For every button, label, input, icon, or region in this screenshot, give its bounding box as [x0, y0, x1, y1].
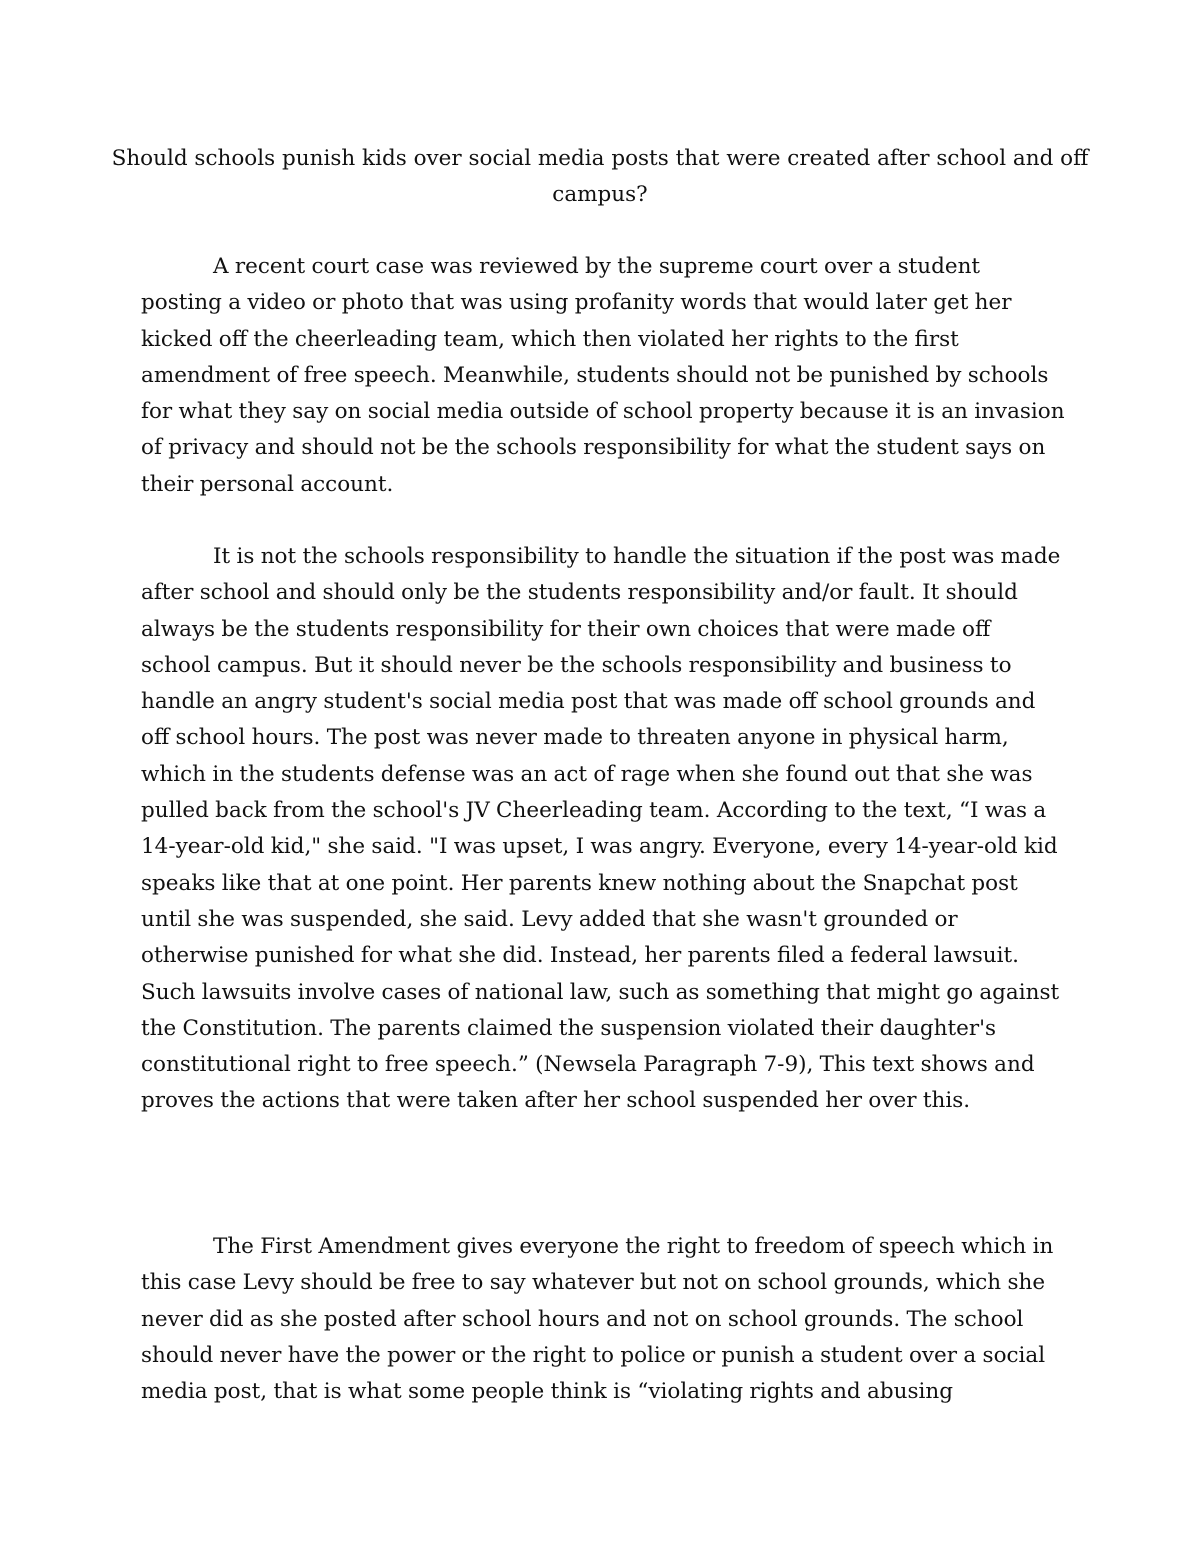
paragraph-1: A recent court case was reviewed by the supreme court over a student posting a video or photo that was using profanity words that would later get her kicked off the cheerleading team, which then violated her rights to the first amendment of free speech. Meanwhile, students should not be punished by schools for what they say on social media outside of school property because it is an invasion of privacy and should not be the schools responsibility for what the student says on their personal account. — [141, 254, 1065, 497]
paragraph-3: The First Amendment gives everyone the right to freedom of speech which in this case Levy should be free to say whatever but not on school grounds, which she never did as she posted after school hours and not on school grounds. The school should never have the power or the right to police or punish a student over a social media post, that is what some people think is “violating rights and abusing — [141, 1234, 1054, 1405]
paragraph-2: It is not the schools responsibility to handle the situation if the post was made after school and should only be the students responsibility and/or fault. It should always be the students responsibility for their own choices that were made off school campus. But it should never be the schools responsibility and business to handle an angry student's social media post that was made off school grounds and off school hours. The post was never made to threaten anyone in physical harm, which in the students defense was an act of rage when she found out that she was pulled back from the school's JV Cheerleading team. According to the text, “I was a 14-year-old kid," she said. "I was upset, I was angry. Everyone, every 14-year-old kid speaks like that at one point. Her parents knew nothing about the Snapchat post until she was suspended, she said. Levy added that she wasn't grounded or otherwise punished for what she did. Instead, her parents filed a federal lawsuit. Such lawsuits involve cases of national law, such as something that might go against the Constitution. The parents claimed the suspension violated their daughter's constitutional right to free speech.” (Newsela Paragraph 7-9), This text shows and proves the actions that were taken after her school suspended her over this. — [141, 544, 1061, 1114]
document-title: Should schools punish kids over social media posts that were created after school and off campus? — [111, 146, 1089, 208]
